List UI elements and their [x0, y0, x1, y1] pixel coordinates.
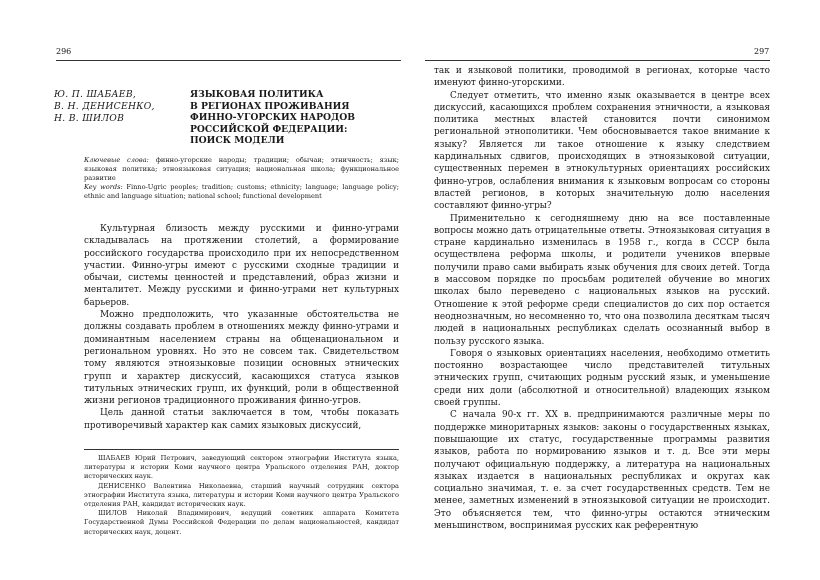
keywords-text: финно-угорские народы; традиции; обычаи; этничность; язык; языковая политика; этноязыковая ситуация; национальная школа; функциональное развитие [84, 156, 399, 182]
title-line: РОССИЙСКОЙ ФЕДЕРАЦИИ: [190, 123, 348, 135]
header-rule [56, 60, 401, 61]
paragraph: Применительно к сегодняшнему дню на все поставленные вопросы можно дать отрицательные ответы. Этноязыковая ситуация в стране кардинально изменилась в 1958 г., когда в СССР была осуществлена реформа школы, и родители учеников впервые получили право сами выбирать язык обучения для своих детей. Тогда в массовом порядке по просьбам родителей обучение во многих школах было переведено с национальных языков на русский. Отношение к этой реформе среди специалистов до сих пор остается неоднозначным, но несомненно то, что она позволила десяткам тысяч людей в национальных республиках сделать осознанный выбор в пользу русского языка. [434, 213, 770, 347]
article-title [190, 89, 410, 147]
keywords-block [84, 156, 399, 201]
title-line: В РЕГИОНАХ ПРОЖИВАНИЯ [190, 100, 350, 112]
footnote: ШИЛОВ Николай Владимирович, ведущий советник аппарата Комитета Государственной Думы Российской Федерации по делам национальностей, кандидат исторических наук, доцент. [84, 509, 399, 536]
paragraph-continued: так и языковой политики, проводимой в регионах, которые часто именуют финно-угорскими. [434, 66, 770, 89]
right-page [410, 0, 820, 580]
page-number: 296 [56, 47, 72, 56]
footnote: ДЕНИСЕНКО Валентина Николаевна, старший научный сотрудник сектора этнографии Института языка, литературы и истории Коми научного центра Уральского отделения РАН, кандидат исторических наук. [84, 481, 399, 509]
paragraph: Цель данной статьи заключается в том, чтобы показать противоречивый характер как самих языковых дискуссий, [84, 408, 399, 431]
title-line: ФИННО-УГОРСКИХ НАРОДОВ [190, 112, 355, 124]
paragraph: Можно предположить, что указанные обстоятельства не должны создавать проблем в отношениях между финно-уграми и доминантным населением страны на общенациональном и региональном уровнях. Но это не совсем так. Свидетельством тому являются этноязыковые позиции основных этнических групп и характер дискуссий, касающихся статуса языков титульных этнических групп, их функций, роли в общественной жизни регионов традиционного проживания финно-угров. [84, 310, 399, 407]
keywords-en-label: Key words: [84, 183, 123, 191]
keywords-en-text: Finno-Ugric peoples; tradition; customs; ethnicity; language; language policy; ethnic and language situation; national school; functional development [84, 183, 399, 200]
body-text [434, 65, 770, 532]
author-line: В. Н. ДЕНИСЕНКО, [54, 101, 155, 112]
keywords-ru [84, 156, 399, 183]
page-number: 297 [754, 47, 770, 56]
paragraph: Говоря о языковых ориентациях населения, необходимо отметить постоянно возрастающее число представителей титульных этнических групп, считающих родным русский язык, и уменьшение среди них доли (абсолютной и относительной) владеющих языком своей группы. [434, 348, 770, 409]
paragraph: Следует отметить, что именно язык оказывается в центре всех дискуссий, касающихся проблем сохранения этничности, а языковая политика местных властей становится почти синонимом региональной этнополитики. Чем обосновывается такое внимание к языку? Является ли такое отношение к языку следствием кардинальных сдвигов, происходящих в этноязыковой ситуации, существенных перемен в этнокультурных ориентациях российских финно-угров, ослабления внимания к языковым вопросам со стороны властей регионов, в которых значительную долю населения составляют финно-угры? [434, 90, 770, 212]
paragraph: С начала 90-х гг. XX в. предпринимаются различные меры по поддержке миноритарных языков: законы о государственных языках, повышающие их статус, государственные программы развития языков, работа по нормированию языков и т. д. Все эти меры получают официальную поддержку, а литература на национальных языках издается в национальных республиках и округах как социально значимая, т. е. за счет государственных средств. Тем не менее, заметных изменений в этноязыковой ситуации не происходит. Это объясняется тем, что финно-угры остаются этническим меньшинством, воспринимая русских как референтную [434, 410, 770, 531]
author-line: Н. В. ШИЛОВ [54, 113, 125, 124]
title-line: ЯЗЫКОВАЯ ПОЛИТИКА [190, 89, 324, 100]
footnote: ШАБАЕВ Юрий Петрович, заведующий сектором этнографии Института языка, литературы и истории Коми научного центра Уральского отделения РАН, доктор исторических наук. [84, 454, 399, 481]
keywords-label: Ключевые слова: [84, 156, 149, 164]
footnote-rule [84, 449, 399, 450]
body-text [84, 223, 399, 432]
footnotes [84, 449, 399, 537]
author-line: Ю. П. ШАБАЕВ, [54, 89, 137, 100]
authors [54, 89, 180, 125]
header-rule [425, 60, 770, 61]
title-line: ПОИСК МОДЕЛИ [190, 135, 285, 147]
keywords-en [84, 183, 399, 201]
paragraph: Культурная близость между русскими и финно-уграми складывалась на протяжении столетий, а формирование российского государства происходило при их непосредственном участии. Финно-угры имеют с русскими сходные традиции и обычаи, системы ценностей и представлений, образ жизни и менталитет. Между русскими и финно-уграми нет культурных барьеров. [84, 224, 399, 308]
